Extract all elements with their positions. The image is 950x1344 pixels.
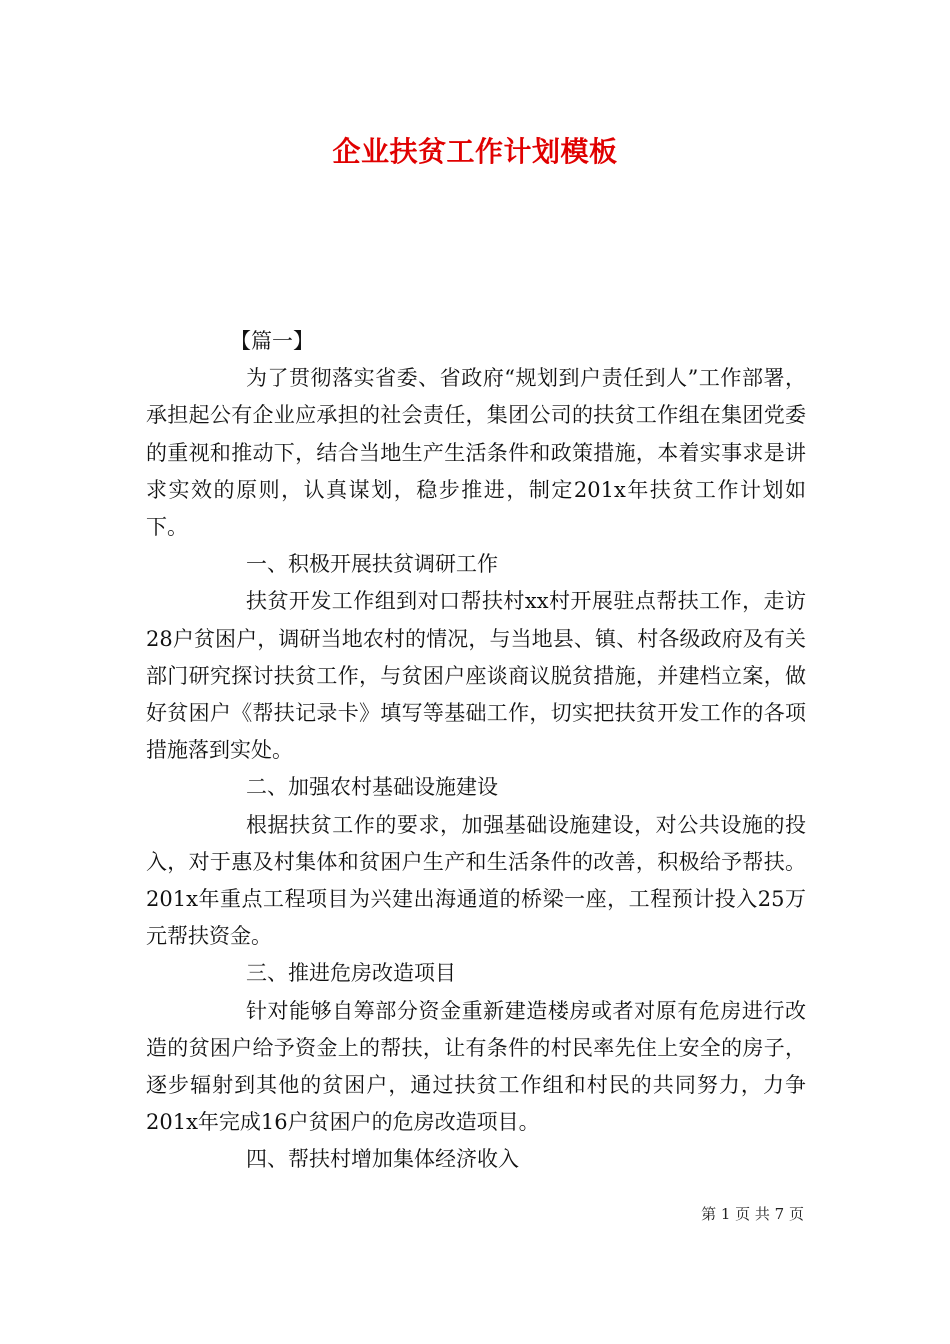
intro-paragraph: 为了贯彻落实省委、省政府“规划到户责任到人”工作部署，承担起公有企业应承担的社会责任，集团公司的扶贫工作组在集团党委的重视和推动下，结合当地生产生活条件和政策措施，本着实事求是讲求实效的原则，认真谋划，稳步推进，制定201x年扶贫工作计划如下。 <box>146 366 806 540</box>
page-number: 第 1 页 共 7 页 <box>701 1205 804 1223</box>
section-heading-1: 一、积极开展扶贫调研工作 <box>246 552 498 577</box>
section-heading-3: 三、推进危房改造项目 <box>246 961 456 986</box>
section-paragraph-2: 根据扶贫工作的要求，加强基础设施建设，对公共设施的投入，对于惠及村集体和贫困户生产和生活条件的改善，积极给予帮扶。201x年重点工程项目为兴建出海通道的桥梁一座，工程预计投入25万元帮扶资金。 <box>146 812 806 949</box>
document-title: 企业扶贫工作计划模板 <box>332 135 618 168</box>
section-heading-2: 二、加强农村基础设施建设 <box>246 775 498 800</box>
section-label: 【篇一】 <box>230 329 314 353</box>
section-heading-4: 四、帮扶村增加集体经济收入 <box>246 1147 519 1172</box>
section-paragraph-1: 扶贫开发工作组到对口帮扶村xx村开展驻点帮扶工作，走访28户贫困户，调研当地农村的情况，与当地县、镇、村各级政府及有关部门研究探讨扶贫工作，与贫困户座谈商议脱贫措施，并建档立案，做好贫困户《帮扶记录卡》填写等基础工作，切实把扶贫开发工作的各项措施落到实处。 <box>146 589 806 763</box>
document-body <box>146 323 806 1179</box>
section-paragraph-3: 针对能够自筹部分资金重新建造楼房或者对原有危房进行改造的贫困户给予资金上的帮扶，让有条件的村民率先住上安全的房子，逐步辐射到其他的贫困户，通过扶贫工作组和村民的共同努力，力争201x年完成16户贫困户的危房改造项目。 <box>146 998 806 1135</box>
